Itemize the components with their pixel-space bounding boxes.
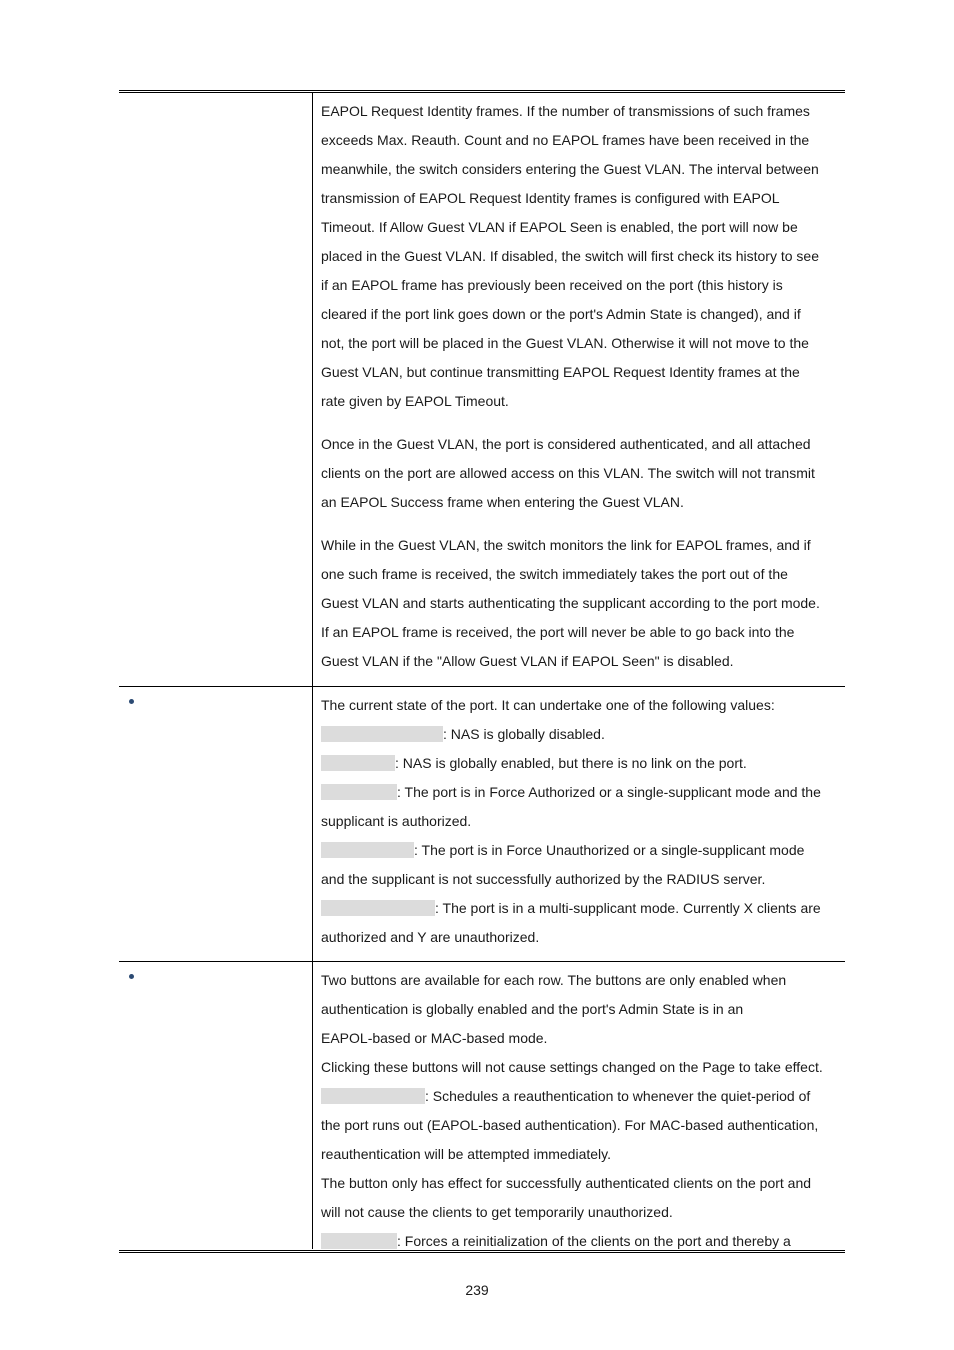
text-line: Guest VLAN, but continue transmitting EAPOL Request Identity frames at the [321,364,800,380]
text-line: supplicant is authorized. [321,813,472,829]
text-line: EAPOL Request Identity frames. If the number of transmissions of such frames [321,103,810,119]
value-line: : The port is in Force Unauthorized or a single-supplicant mode [321,836,837,865]
value-line: : The port is in a multi-supplicant mode. Currently X clients are [321,894,837,923]
text-line: cleared if the port link goes down or the port's Admin State is changed), and if [321,306,801,322]
text-line: the port runs out (EAPOL-based authentication). For MAC-based authentication, [321,1117,819,1133]
description-cell [313,687,845,961]
page-number: 239 [465,1282,489,1298]
value-line: : The port is in Force Authorized or a single-supplicant mode and the [321,778,837,807]
value-line: : NAS is globally enabled, but there is no link on the port. [321,749,837,778]
text-line: not, the port will be placed in the Guest VLAN. Otherwise it will not move to the [321,335,809,351]
value-term-placeholder [321,726,443,742]
text-line: clients on the port are allowed access on this VLAN. The switch will not transmit [321,465,815,481]
value-term-placeholder [321,784,397,800]
parameter-cell [119,93,313,686]
table-bottom-rule [119,1250,845,1253]
value-term-placeholder [321,900,435,916]
text-line: an EAPOL Success frame when entering the Guest VLAN. [321,494,684,510]
text-line: if an EAPOL frame has previously been received on the port (this history is [321,277,783,293]
text-line: The current state of the port. It can undertake one of the following values: [321,697,775,713]
text-line: If an EAPOL frame is received, the port will never be able to go back into the [321,624,795,640]
text-line: reauthentication will be attempted immediately. [321,1146,612,1162]
text-line: placed in the Guest VLAN. If disabled, the switch will first check its history to see [321,248,819,264]
text-line: authentication is globally enabled and the port's Admin State is in an [321,1001,744,1017]
parameter-cell [119,687,313,961]
value-line: : NAS is globally disabled. [321,720,837,749]
value-term-placeholder [321,755,395,771]
table-row [119,93,845,686]
text-line: Guest VLAN if the "Allow Guest VLAN if EAPOL Seen" is disabled. [321,653,734,669]
text-line: transmission of EAPOL Request Identity frames is configured with EAPOL [321,190,780,206]
value-term-placeholder [321,1233,397,1249]
table-row [119,686,845,961]
text-line: will not cause the clients to get temporarily unauthorized. [321,1204,673,1220]
text-line: While in the Guest VLAN, the switch monitors the link for EAPOL frames, and if [321,537,811,553]
text-line: EAPOL-based or MAC-based mode. [321,1030,548,1046]
text-line: exceeds Max. Reauth. Count and no EAPOL frames have been received in the [321,132,810,148]
text-line: Timeout. If Allow Guest VLAN if EAPOL Seen is enabled, the port will now be [321,219,798,235]
text-line: Clicking these buttons will not cause settings changed on the Page to take effect. [321,1059,823,1075]
text-line: rate given by EAPOL Timeout. [321,393,509,409]
text-line: Two buttons are available for each row. The buttons are only enabled when [321,972,787,988]
bullet-icon [129,699,134,704]
text-line: and the supplicant is not successfully authorized by the RADIUS server. [321,871,766,887]
text-line: one such frame is received, the switch immediately takes the port out of the [321,566,788,582]
value-term-placeholder [321,1088,425,1104]
table-row [119,961,845,1249]
parameter-table [119,90,845,1249]
value-line: : Forces a reinitialization of the clients on the port and thereby a [321,1227,837,1256]
description-cell [313,93,845,686]
bullet-icon [129,974,134,979]
text-line: The button only has effect for successfully authenticated clients on the port and [321,1175,812,1191]
description-cell [313,962,845,1249]
text-line: authorized and Y are unauthorized. [321,929,540,945]
text-line: Once in the Guest VLAN, the port is considered authenticated, and all attached [321,436,811,452]
value-line: : Schedules a reauthentication to whenever the quiet-period of [321,1082,837,1111]
text-line: Guest VLAN and starts authenticating the supplicant according to the port mode. [321,595,820,611]
value-term-placeholder [321,842,414,858]
parameter-cell [119,962,313,1249]
text-line: meanwhile, the switch considers entering the Guest VLAN. The interval between [321,161,819,177]
